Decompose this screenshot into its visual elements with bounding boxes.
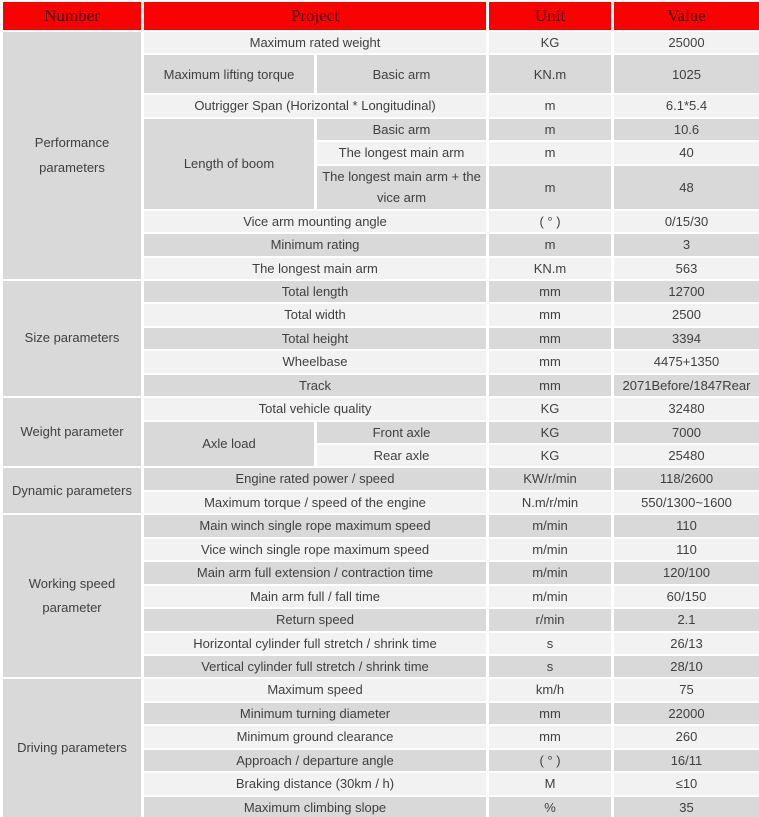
value-cell: 10.6 (613, 118, 759, 141)
project-cell: Maximum speed (143, 678, 488, 701)
value-cell: 60/150 (613, 585, 759, 608)
project-cell: Total length (143, 280, 488, 303)
value-cell: 4475+1350 (613, 350, 759, 373)
value-cell: 75 (613, 678, 759, 701)
project-sub-cell: The longest main arm (316, 141, 488, 164)
project-main-cell: Maximum lifting torque (143, 54, 316, 94)
section-label-size: Size parameters (2, 280, 143, 397)
section-label-driving: Driving parameters (2, 678, 143, 817)
header-number: Number (2, 1, 143, 31)
unit-cell: m (488, 165, 613, 210)
value-cell: 28/10 (613, 655, 759, 678)
project-cell: Maximum torque / speed of the engine (143, 491, 488, 514)
value-cell: 563 (613, 257, 759, 280)
unit-cell: mm (488, 702, 613, 725)
project-cell: Return speed (143, 608, 488, 631)
unit-cell: r/min (488, 608, 613, 631)
project-cell: The longest main arm (143, 257, 488, 280)
project-cell: Braking distance (30km / h) (143, 772, 488, 795)
value-cell: 35 (613, 796, 759, 817)
value-cell: 550/1300~1600 (613, 491, 759, 514)
value-cell: 2.1 (613, 608, 759, 631)
section-label-dynamic: Dynamic parameters (2, 467, 143, 514)
unit-cell: ( ° ) (488, 749, 613, 772)
unit-cell: mm (488, 374, 613, 397)
value-cell: 25480 (613, 444, 759, 467)
project-sub-cell: Basic arm (316, 118, 488, 141)
value-cell: 110 (613, 514, 759, 537)
project-cell: Outrigger Span (Horizontal * Longitudinal) (143, 94, 488, 117)
table-row (2, 280, 759, 303)
header-unit: Unit (488, 1, 613, 31)
project-cell: Minimum rating (143, 233, 488, 256)
project-cell: Total width (143, 303, 488, 326)
value-cell: 118/2600 (613, 467, 759, 490)
table-row (2, 467, 759, 490)
table-row (2, 397, 759, 420)
header-project: Project (143, 1, 488, 31)
value-cell: 3 (613, 233, 759, 256)
table-row (2, 678, 759, 701)
value-cell: ≤10 (613, 772, 759, 795)
value-cell: 120/100 (613, 561, 759, 584)
group-label-length-of-boom: Length of boom (143, 118, 316, 210)
section-label-weight: Weight parameter (2, 397, 143, 467)
unit-cell: m/min (488, 585, 613, 608)
table-row (2, 31, 759, 54)
unit-cell: m (488, 233, 613, 256)
unit-cell: m/min (488, 538, 613, 561)
project-cell: Wheelbase (143, 350, 488, 373)
value-cell: 25000 (613, 31, 759, 54)
project-cell: Main arm full extension / contraction time (143, 561, 488, 584)
unit-cell: s (488, 632, 613, 655)
section-label-performance: Performance parameters (2, 31, 143, 280)
project-cell: Vertical cylinder full stretch / shrink time (143, 655, 488, 678)
unit-cell: m/min (488, 561, 613, 584)
unit-cell: KG (488, 421, 613, 444)
value-cell: 2500 (613, 303, 759, 326)
value-cell: 6.1*5.4 (613, 94, 759, 117)
project-sub-cell: Rear axle (316, 444, 488, 467)
header-row (2, 1, 759, 31)
unit-cell: KN.m (488, 54, 613, 94)
project-cell: Maximum rated weight (143, 31, 488, 54)
value-cell: 2071Before/1847Rear (613, 374, 759, 397)
table-row (2, 514, 759, 537)
value-cell: 40 (613, 141, 759, 164)
value-cell: 7000 (613, 421, 759, 444)
value-cell: 12700 (613, 280, 759, 303)
value-cell: 3394 (613, 327, 759, 350)
value-cell: 1025 (613, 54, 759, 94)
unit-cell: mm (488, 327, 613, 350)
unit-cell: mm (488, 350, 613, 373)
project-cell: Minimum turning diameter (143, 702, 488, 725)
value-cell: 26/13 (613, 632, 759, 655)
project-sub-cell: Front axle (316, 421, 488, 444)
value-cell: 22000 (613, 702, 759, 725)
unit-cell: mm (488, 303, 613, 326)
project-cell: Minimum ground clearance (143, 725, 488, 748)
unit-cell: M (488, 772, 613, 795)
unit-cell: KW/r/min (488, 467, 613, 490)
unit-cell: m/min (488, 514, 613, 537)
value-cell: 16/11 (613, 749, 759, 772)
project-cell: Track (143, 374, 488, 397)
project-cell: Main arm full / fall time (143, 585, 488, 608)
unit-cell: m (488, 118, 613, 141)
value-cell: 0/15/30 (613, 210, 759, 233)
section-label-working-speed: Working speed parameter (2, 514, 143, 678)
project-cell: Total vehicle quality (143, 397, 488, 420)
project-cell: Vice winch single rope maximum speed (143, 538, 488, 561)
group-label-axle-load: Axle load (143, 421, 316, 468)
unit-cell: KG (488, 397, 613, 420)
unit-cell: m (488, 94, 613, 117)
unit-cell: s (488, 655, 613, 678)
unit-cell: ( ° ) (488, 210, 613, 233)
unit-cell: KG (488, 31, 613, 54)
unit-cell: N.m/r/min (488, 491, 613, 514)
unit-cell: mm (488, 280, 613, 303)
project-cell: Main winch single rope maximum speed (143, 514, 488, 537)
project-cell: Maximum climbing slope (143, 796, 488, 817)
project-cell: Engine rated power / speed (143, 467, 488, 490)
unit-cell: KN.m (488, 257, 613, 280)
unit-cell: KG (488, 444, 613, 467)
project-cell: Total height (143, 327, 488, 350)
value-cell: 32480 (613, 397, 759, 420)
unit-cell: % (488, 796, 613, 817)
unit-cell: m (488, 141, 613, 164)
unit-cell: mm (488, 725, 613, 748)
project-cell: Vice arm mounting angle (143, 210, 488, 233)
project-cell: Horizontal cylinder full stretch / shrink time (143, 632, 488, 655)
project-cell: Approach / departure angle (143, 749, 488, 772)
unit-cell: km/h (488, 678, 613, 701)
project-sub-cell: The longest main arm + the vice arm (316, 165, 488, 210)
value-cell: 260 (613, 725, 759, 748)
value-cell: 110 (613, 538, 759, 561)
value-cell: 48 (613, 165, 759, 210)
header-value: Value (613, 1, 759, 31)
project-sub-cell: Basic arm (316, 54, 488, 94)
